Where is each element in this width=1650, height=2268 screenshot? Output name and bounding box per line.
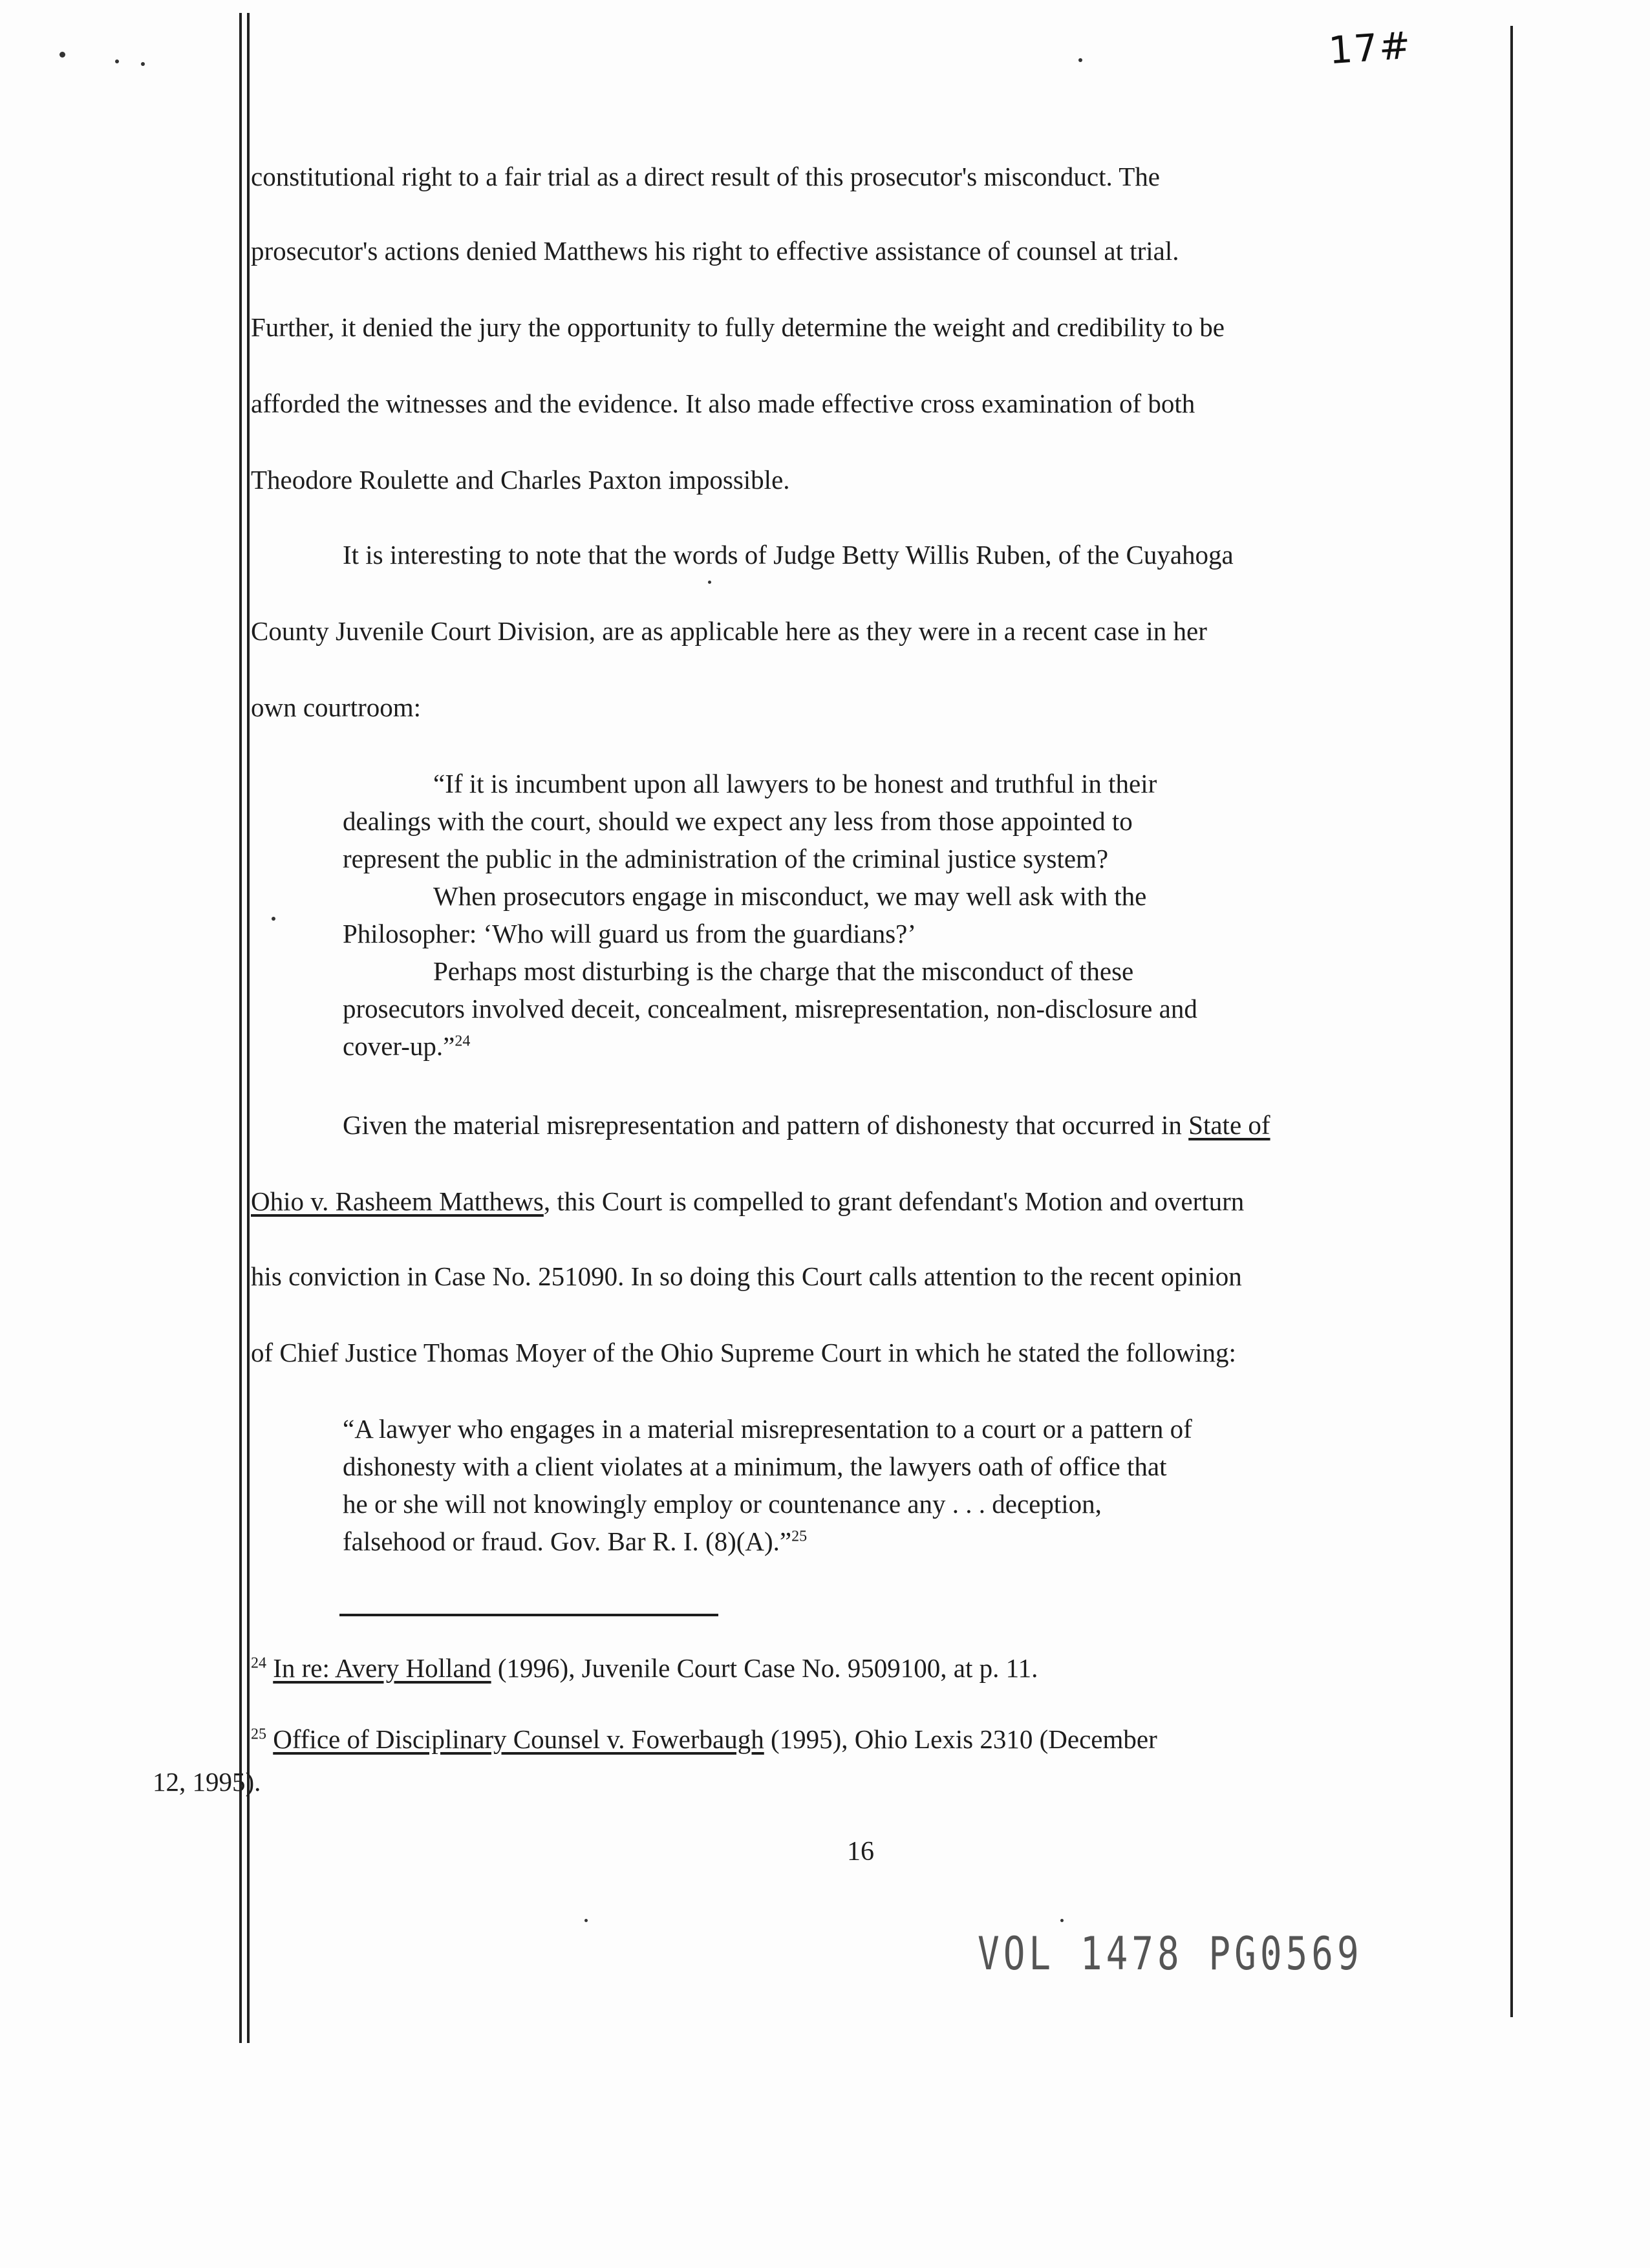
footnote-continuation: 12, 1995).	[153, 1767, 261, 1797]
body-text-line: prosecutor's actions denied Matthews his right to effective assistance of counsel at trial.	[251, 236, 1179, 266]
footnote-case: In re: Avery Holland	[273, 1653, 491, 1683]
right-margin-rule	[1510, 26, 1513, 2017]
body-text-line: Further, it denied the jury the opportunity to fully determine the weight and credibility to be	[251, 312, 1225, 342]
case-citation: State of	[1188, 1110, 1270, 1140]
block-quote-line: represent the public in the administration of the criminal justice system?	[343, 844, 1109, 873]
block-quote-line	[343, 1033, 470, 1060]
footnote-reference: 24	[455, 1032, 471, 1050]
scan-speck	[59, 52, 65, 58]
footnote-text: (1996), Juvenile Court Case No. 9509100, at p. 11.	[491, 1653, 1038, 1683]
body-text-line: his conviction in Case No. 251090. In so doing this Court calls attention to the recent opinion	[251, 1261, 1242, 1291]
block-quote-line	[343, 1528, 807, 1555]
block-quote-line: prosecutors involved deceit, concealment, misrepresentation, non-disclosure and	[343, 994, 1197, 1023]
block-quote-line: Perhaps most disturbing is the charge that the misconduct of these	[433, 956, 1134, 986]
scan-speck	[272, 917, 275, 921]
footnote-separator	[339, 1614, 718, 1616]
scan-speck	[141, 62, 145, 66]
block-quote-text: falsehood or fraud. Gov. Bar R. I. (8)(A).”	[343, 1526, 792, 1556]
case-citation: Ohio v. Rasheem Matthews	[251, 1186, 544, 1216]
footnote-25	[251, 1726, 1157, 1753]
block-quote-text: cover-up.”	[343, 1031, 455, 1061]
scan-speck	[708, 581, 711, 584]
body-text-line: It is interesting to note that the words of Judge Betty Willis Ruben, of the Cuyahoga	[343, 540, 1234, 570]
body-text: , this Court is compelled to grant defendant's Motion and overturn	[543, 1186, 1245, 1216]
body-text: Given the material misrepresentation and pattern of dishonesty that occurred in	[343, 1110, 1189, 1140]
body-text-line	[343, 1112, 1270, 1139]
footnote-text: (1995), Ohio Lexis 2310 (December	[764, 1724, 1157, 1754]
block-quote-line: he or she will not knowingly employ or countenance any . . . deception,	[343, 1489, 1102, 1519]
block-quote-line: When prosecutors engage in misconduct, we may well ask with the	[433, 881, 1147, 911]
footnote-number: 24	[251, 1654, 266, 1672]
body-text-line	[251, 1188, 1244, 1215]
block-quote-line: “If it is incumbent upon all lawyers to be honest and truthful in their	[433, 769, 1157, 798]
footnote-reference: 25	[791, 1528, 808, 1545]
body-text-line: constitutional right to a fair trial as a direct result of this prosecutor's misconduct. The	[251, 162, 1160, 191]
block-quote-line: dealings with the court, should we expect any less from those appointed to	[343, 806, 1133, 836]
block-quote-line: Philosopher: ‘Who will guard us from the guardians?’	[343, 919, 917, 948]
footnote-24	[251, 1655, 1038, 1682]
left-margin-rule	[239, 13, 242, 2043]
body-text-line: County Juvenile Court Division, are as applicable here as they were in a recent case in her	[251, 616, 1207, 646]
scan-speck	[1078, 58, 1082, 62]
body-text-line: afforded the witnesses and the evidence. It also made effective cross examination of both	[251, 389, 1195, 418]
body-text-line: Theodore Roulette and Charles Paxton impossible.	[251, 465, 790, 495]
left-margin-rule-inner	[247, 13, 250, 2043]
footnote-number: 25	[251, 1726, 266, 1743]
body-text-line: own courtroom:	[251, 692, 422, 722]
footnote-case: Office of Disciplinary Counsel v. Fowerbaugh	[273, 1724, 764, 1754]
handwritten-page-mark: 17#	[1327, 23, 1413, 73]
page-number: 16	[847, 1837, 874, 1867]
volume-page-stamp: VOL 1478 PG0569	[978, 1928, 1363, 1981]
block-quote-line: dishonesty with a client violates at a minimum, the lawyers oath of office that	[343, 1451, 1167, 1481]
scan-speck	[584, 1919, 588, 1922]
scan-speck	[115, 59, 119, 63]
body-text-line: of Chief Justice Thomas Moyer of the Ohio Supreme Court in which he stated the following:	[251, 1338, 1236, 1367]
scan-speck	[1060, 1919, 1064, 1922]
block-quote-line: “A lawyer who engages in a material misrepresentation to a court or a pattern of	[343, 1414, 1192, 1444]
